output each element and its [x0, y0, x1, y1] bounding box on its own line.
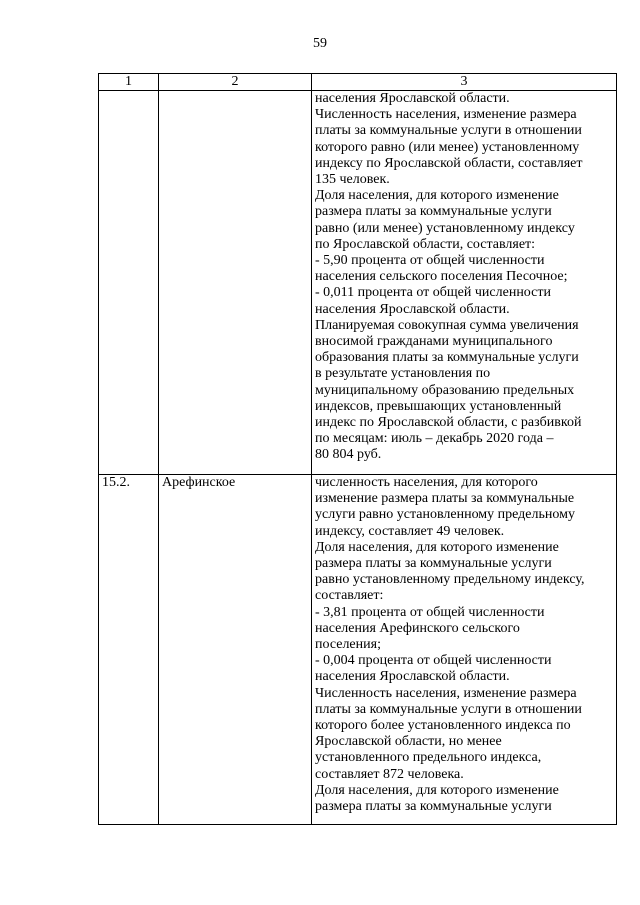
text-line: установленного предельного индекса,: [315, 750, 542, 766]
row-number-cell: 15.2.: [99, 475, 159, 825]
text-line: поселения;: [315, 637, 381, 653]
text-line: 80 804 руб.: [315, 447, 382, 463]
document-table: [98, 73, 617, 825]
text-line: составляет 872 человека.: [315, 766, 464, 782]
text-line: размера платы за коммунальные услуги: [315, 556, 552, 572]
description-text: [315, 91, 613, 464]
settlement-name-cell: [159, 91, 312, 475]
text-line: составляет:: [315, 588, 384, 604]
text-line: в результате установления по: [315, 366, 491, 382]
text-line: равно установленному предельному индексу,: [315, 572, 585, 588]
text-line: населения Ярославской области.: [315, 301, 510, 317]
text-line: индексу по Ярославской области, составляет: [315, 155, 583, 171]
text-line: услуги равно установленному предельному: [315, 507, 575, 523]
text-line: равно (или менее) установленному индексу: [315, 220, 575, 236]
text-line: - 3,81 процента от общей численности: [315, 604, 545, 620]
text-line: 135 человек.: [315, 172, 390, 188]
table-row: [99, 475, 617, 825]
text-line: муниципальному образованию предельных: [315, 382, 575, 398]
text-line: образования платы за коммунальные услуги: [315, 350, 579, 366]
text-line: Доля населения, для которого изменение: [315, 188, 559, 204]
text-line: населения Арефинского сельского: [315, 620, 520, 636]
settlement-name-cell: Арефинское: [159, 475, 312, 825]
row-number-cell: [99, 91, 159, 475]
text-line: вносимой гражданами муниципального: [315, 334, 553, 350]
description-text: [315, 475, 613, 815]
text-line: Ярославской области, но менее: [315, 734, 502, 750]
text-line: Доля населения, для которого изменение: [315, 782, 559, 798]
text-line: индексов, превышающих установленный: [315, 398, 562, 414]
text-line: платы за коммунальные услуги в отношении: [315, 123, 582, 139]
text-line: по месяцам: июль – декабрь 2020 года –: [315, 431, 554, 447]
table-row: [99, 91, 617, 475]
text-line: изменение размера платы за коммунальные: [315, 491, 575, 507]
text-line: размера платы за коммунальные услуги: [315, 204, 552, 220]
text-line: платы за коммунальные услуги в отношении: [315, 701, 582, 717]
text-line: которого равно (или менее) установленному: [315, 139, 580, 155]
text-line: Планируемая совокупная сумма увеличения: [315, 317, 579, 333]
text-line: населения Ярославской области.: [315, 91, 510, 106]
column-header-2: 2: [159, 74, 312, 91]
column-header-1: 1: [99, 74, 159, 91]
text-line: размера платы за коммунальные услуги: [315, 799, 552, 815]
text-line: - 0,011 процента от общей численности: [315, 285, 551, 301]
description-cell: [312, 475, 617, 825]
text-line: численность населения, для которого: [315, 475, 538, 490]
description-cell: [312, 91, 617, 475]
text-line: Численность населения, изменение размера: [315, 685, 577, 701]
text-line: - 5,90 процента от общей численности: [315, 253, 545, 269]
text-line: индексу, составляет 49 человек.: [315, 523, 505, 539]
text-line: Численность населения, изменение размера: [315, 107, 577, 123]
text-line: которого более установленного индекса по: [315, 718, 571, 734]
column-header-3: 3: [312, 74, 617, 91]
page-number: 59: [313, 36, 327, 51]
text-line: по Ярославской области, составляет:: [315, 236, 536, 252]
text-line: населения Ярославской области.: [315, 669, 510, 685]
table-header-row: [99, 74, 617, 91]
text-line: населения сельского поселения Песочное;: [315, 269, 568, 285]
text-line: Доля населения, для которого изменение: [315, 539, 559, 555]
text-line: индекс по Ярославской области, с разбивкой: [315, 415, 582, 431]
text-line: - 0,004 процента от общей численности: [315, 653, 552, 669]
